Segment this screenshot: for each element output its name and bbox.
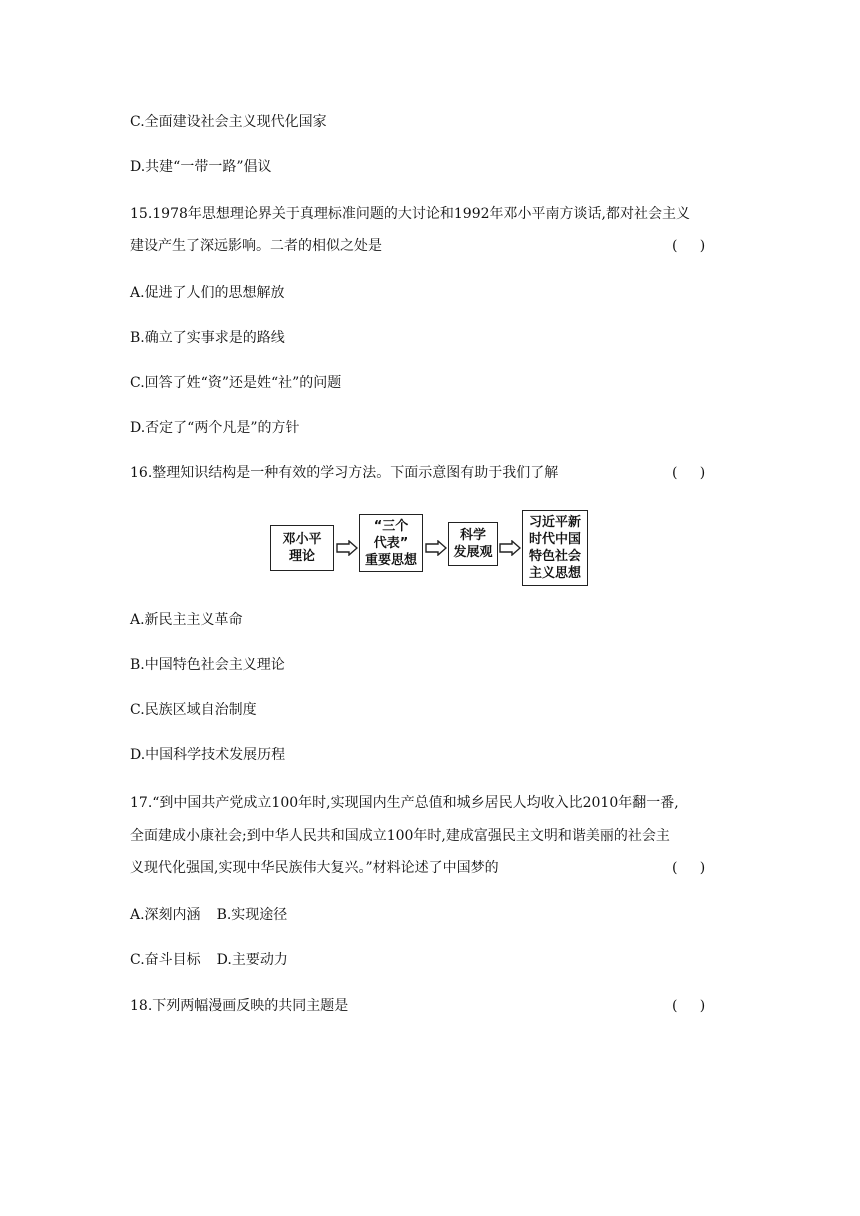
- arrow-icon: [499, 540, 521, 556]
- q15-answer-paren: ( ): [672, 238, 706, 254]
- q18-stem: 18.下列两幅漫画反映的共同主题是: [130, 998, 349, 1014]
- q17-stem-line1: 17.“到中国共产党成立100年时,实现国内生产总值和城乡居民人均收入比2010年翻一番,: [130, 795, 679, 811]
- q16-option-b: B.中国特色社会主义理论: [130, 657, 285, 673]
- q17-option-c: C.奋斗目标: [130, 952, 201, 968]
- q16-answer-paren: ( ): [672, 465, 706, 481]
- q18-answer-paren: ( ): [672, 998, 706, 1014]
- knowledge-structure-diagram: [270, 510, 600, 586]
- q15-option-c: C.回答了姓“资”还是姓“社”的问题: [130, 375, 342, 391]
- q14-option-c: C.全面建设社会主义现代化国家: [130, 114, 327, 130]
- q17-option-d: D.主要动力: [216, 952, 288, 968]
- diagram-box-scientific-outlook: 科学 发展观: [448, 522, 498, 566]
- q16-stem: 16.整理知识结构是一种有效的学习方法。下面示意图有助于我们了解: [130, 465, 559, 481]
- diagram-box-three-represents: “三个 代表” 重要思想: [359, 514, 423, 572]
- q15-option-d: D.否定了“两个凡是”的方针: [130, 420, 300, 436]
- q17-stem-line3: 义现代化强国,实现中华民族伟大复兴。”材料论述了中国梦的: [130, 860, 499, 876]
- arrow-icon: [336, 540, 358, 556]
- diagram-box-deng-theory: 邓小平 理论: [270, 525, 334, 571]
- arrow-icon: [425, 540, 447, 556]
- q17-option-b: B.实现途径: [216, 907, 288, 923]
- q14-option-d: D.共建“一带一路”倡议: [130, 159, 272, 175]
- q17-options-row1: [130, 905, 287, 925]
- q17-option-a: A.深刻内涵: [130, 907, 201, 923]
- q16-option-d: D.中国科学技术发展历程: [130, 747, 286, 763]
- q16-option-c: C.民族区域自治制度: [130, 702, 257, 718]
- q17-answer-paren: ( ): [672, 860, 706, 876]
- q16-option-a: A.新民主主义革命: [130, 612, 243, 628]
- diagram-box-xi-thought: 习近平新 时代中国 特色社会 主义思想: [522, 510, 588, 586]
- q15-stem-line2: 建设产生了深远影响。二者的相似之处是: [130, 238, 382, 254]
- q17-stem-line2: 全面建成小康社会;到中华人民共和国成立100年时,建成富强民主文明和谐美丽的社会主: [130, 828, 670, 844]
- q15-option-a: A.促进了人们的思想解放: [130, 285, 285, 301]
- q15-stem-line1: 15.1978年思想理论界关于真理标准问题的大讨论和1992年邓小平南方谈话,都对社会主义: [130, 206, 690, 222]
- q17-options-row2: [130, 950, 288, 970]
- q15-option-b: B.确立了实事求是的路线: [130, 330, 285, 346]
